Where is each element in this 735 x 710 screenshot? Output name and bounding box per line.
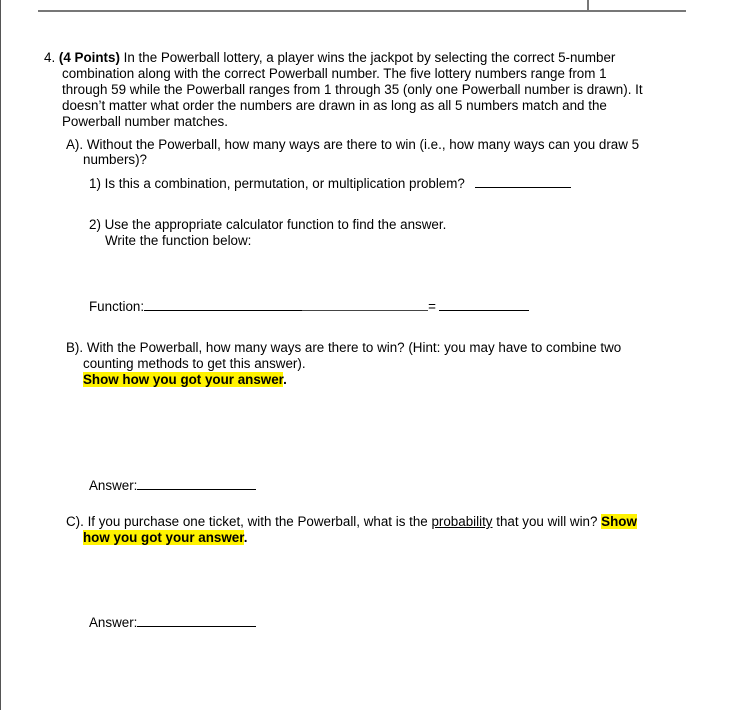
part-a-line-2: numbers)? <box>83 152 148 167</box>
part-a-q1-text: 1) Is this a combination, permutation, or multiplication problem? <box>89 176 465 191</box>
part-a-q2-line-2: Write the function below: <box>105 233 252 248</box>
part-b-answer-label: Answer: <box>89 478 138 493</box>
function-result-blank[interactable] <box>439 297 529 311</box>
part-c-answer-row <box>89 613 256 632</box>
part-a-q1-answer-blank[interactable] <box>475 174 571 188</box>
question-intro-line-1 <box>44 50 615 67</box>
question-intro-line-2: combination along with the correct Powerball number. The five lottery numbers range from 1 <box>62 66 607 81</box>
part-b-show-work: Show how you got your answer. <box>83 372 287 387</box>
top-divider-tick <box>587 0 589 11</box>
part-c-show-highlight: Show <box>601 514 637 529</box>
part-a-function-row <box>89 297 529 316</box>
question-intro-line-5: Powerball number matches. <box>62 114 228 129</box>
intro-text: In the Powerball lottery, a player wins the jackpot by selecting the correct 5-number <box>123 50 616 65</box>
part-b-line-1: B). With the Powerball, how many ways are there to win? (Hint: you may have to combine two <box>66 340 622 355</box>
part-a-line-1: A). Without the Powerball, how many ways are there to win (i.e., how many ways can you draw 5 <box>66 137 640 152</box>
equals-sign: = <box>428 299 436 314</box>
probability-underlined: probability <box>431 514 493 529</box>
part-c-show-work-highlight: how you got your answer <box>83 530 244 545</box>
part-c-answer-label: Answer: <box>89 615 138 630</box>
part-a-q2-line-1: 2) Use the appropriate calculator function to find the answer. <box>89 217 447 232</box>
function-blank-1[interactable] <box>144 297 302 311</box>
question-intro-line-4: doesn’t matter what order the numbers are drawn in as long as all 5 numbers match and the <box>62 98 607 113</box>
part-c-answer-blank[interactable] <box>137 613 256 627</box>
question-points: (4 Points) <box>58 50 120 65</box>
part-b-line-2: counting methods to get this answer). <box>83 356 306 371</box>
part-b-show-work-highlight: Show how you got your answer <box>83 372 284 387</box>
part-c-line-1: C). If you purchase one ticket, with the Powerball, what is the probability that you will win? Show <box>66 514 637 529</box>
page-left-border <box>0 0 1 710</box>
question-number: 4. <box>44 50 56 65</box>
function-label: Function: <box>89 299 145 314</box>
part-c-line-2: how you got your answer. <box>83 530 248 545</box>
part-b-answer-blank[interactable] <box>137 476 256 490</box>
question-intro-line-3: through 59 while the Powerball ranges from 1 through 35 (only one Powerball number is drawn). It <box>62 82 643 97</box>
part-b-answer-row <box>89 476 256 495</box>
function-blank-2[interactable] <box>302 297 428 311</box>
part-a-q1 <box>89 174 571 193</box>
